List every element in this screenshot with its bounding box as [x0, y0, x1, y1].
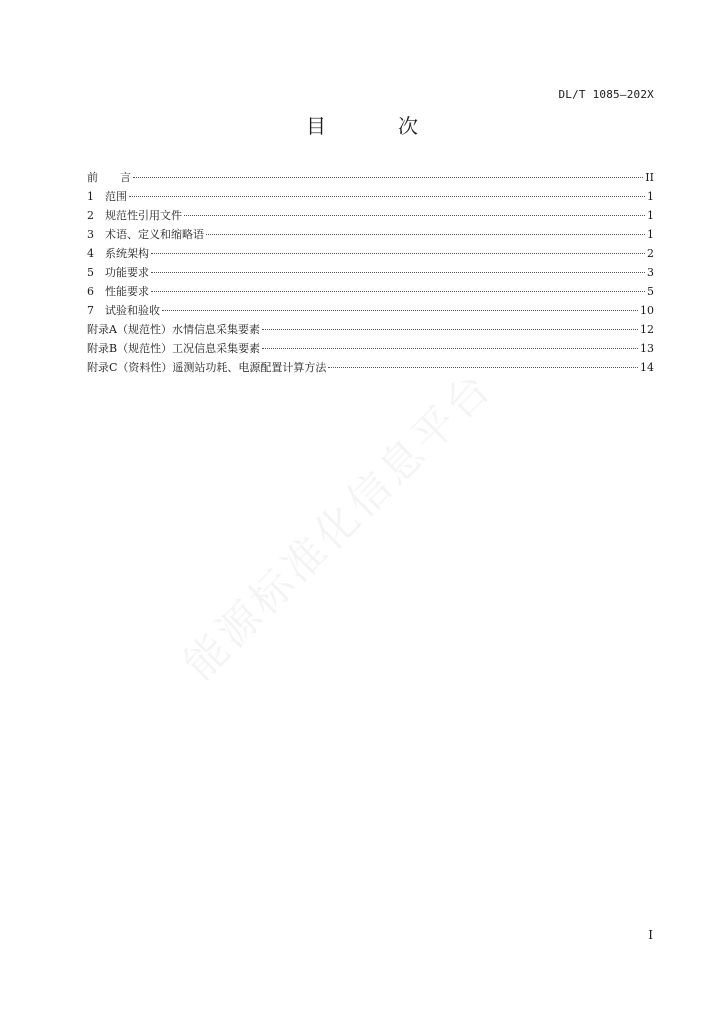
toc-entry-5[interactable]	[87, 263, 654, 282]
toc-entry-2[interactable]	[87, 206, 654, 225]
toc-entry-label: 前 言	[87, 171, 131, 184]
dot-leader	[262, 329, 638, 330]
watermark	[169, 356, 504, 691]
dot-leader	[328, 367, 638, 368]
dot-leader	[151, 291, 645, 292]
toc-entry-page: 1	[647, 190, 654, 203]
toc-entry-6[interactable]	[87, 282, 654, 301]
dot-leader	[162, 310, 638, 311]
toc-entry-label: 2 规范性引用文件	[87, 209, 182, 222]
toc-entry-4[interactable]	[87, 244, 654, 263]
toc-entry-page: 1	[647, 228, 654, 241]
toc-entry-appendix-a[interactable]	[87, 320, 654, 339]
toc-entry-label: 3 术语、定义和缩略语	[87, 228, 204, 241]
toc-entry-page: 2	[647, 247, 654, 260]
toc-entry-page: 1	[647, 209, 654, 222]
toc-entry-page: II	[645, 171, 654, 184]
toc-entry-label: 附录C（资料性）遥测站功耗、电源配置计算方法	[87, 361, 327, 374]
toc-entry-page: 14	[640, 361, 654, 374]
toc-entry-1[interactable]	[87, 187, 654, 206]
dot-leader	[184, 215, 645, 216]
dot-leader	[206, 234, 645, 235]
toc-entry-label: 7 试验和验收	[87, 304, 160, 317]
toc-entry-label: 4 系统架构	[87, 247, 149, 260]
document-code: DL/T 1085—202X	[558, 88, 654, 101]
table-of-contents	[87, 168, 654, 377]
toc-entry-label: 5 功能要求	[87, 266, 149, 279]
page-title: 目 次	[306, 114, 444, 138]
toc-entry-label: 1 范围	[87, 190, 127, 203]
toc-entry-page: 10	[640, 304, 654, 317]
toc-entry-3[interactable]	[87, 225, 654, 244]
toc-entry-preface[interactable]	[87, 168, 654, 187]
page-number: I	[648, 928, 653, 942]
toc-entry-label: 6 性能要求	[87, 285, 149, 298]
dot-leader	[151, 253, 645, 254]
toc-entry-page: 12	[640, 323, 654, 336]
toc-entry-label: 附录B（规范性）工况信息采集要素	[87, 342, 261, 355]
toc-entry-label: 附录A（规范性）水情信息采集要素	[87, 323, 260, 336]
toc-entry-page: 3	[647, 266, 654, 279]
toc-entry-page: 13	[640, 342, 654, 355]
toc-entry-appendix-b[interactable]	[87, 339, 654, 358]
dot-leader	[133, 177, 643, 178]
dot-leader	[262, 348, 638, 349]
toc-entry-7[interactable]	[87, 301, 654, 320]
dot-leader	[129, 196, 645, 197]
dot-leader	[151, 272, 645, 273]
toc-entry-page: 5	[647, 285, 654, 298]
toc-entry-appendix-c[interactable]	[87, 358, 654, 377]
